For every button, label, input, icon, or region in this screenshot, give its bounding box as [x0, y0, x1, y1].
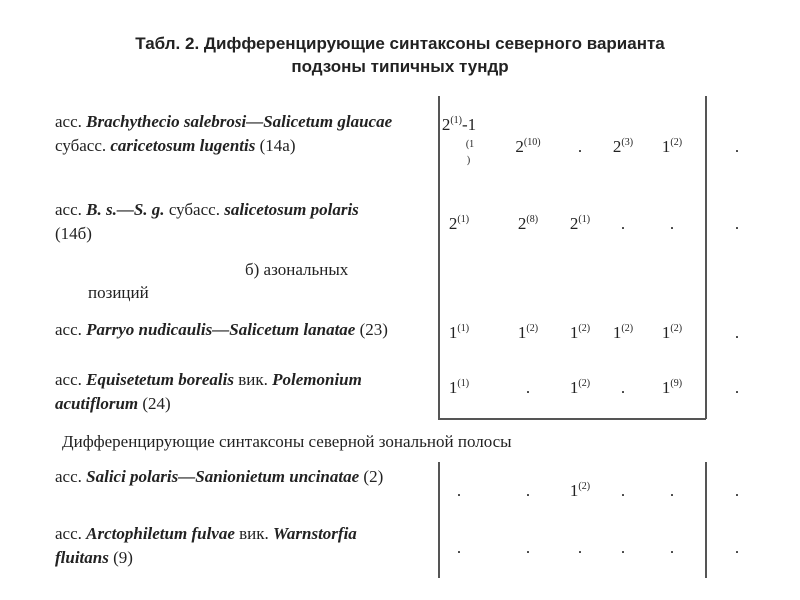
- cell-value: .: [577, 137, 583, 156]
- cell-value: 2: [612, 137, 622, 156]
- cell-value: 1: [661, 378, 671, 397]
- section-azonal-line1: б) азональных: [245, 260, 349, 279]
- cell-superscript: (3): [621, 137, 634, 148]
- cell-value: .: [734, 137, 740, 156]
- syntaxon-name: B. s.—S. g.: [86, 200, 165, 219]
- table-cell: [670, 481, 674, 501]
- row-label: [55, 522, 400, 570]
- cell-superscript-wrapped: (1: [465, 139, 475, 150]
- cell-value: 1: [612, 323, 622, 342]
- cell-value: 1: [661, 137, 671, 156]
- syntaxon-name: caricetosum lugentis: [110, 136, 256, 155]
- table-cell: [570, 481, 590, 501]
- cell-value: .: [734, 214, 740, 233]
- cell-value: 2: [448, 214, 458, 233]
- cell-superscript: (1): [450, 115, 462, 126]
- cell-value: 1: [448, 323, 458, 342]
- table-cell: [457, 481, 461, 501]
- table-title-line1: Табл. 2. Дифференцирующие синтаксоны северного варианта: [135, 34, 665, 53]
- label-text: (14а): [255, 136, 296, 155]
- table-cell: [570, 323, 590, 343]
- label-text: субасс.: [55, 136, 111, 155]
- table-cell: [662, 323, 682, 343]
- row-label: [55, 198, 400, 246]
- cell-value: .: [456, 481, 462, 500]
- cell-superscript: (2): [670, 323, 683, 334]
- cell-superscript: (2): [621, 323, 634, 334]
- cell-value: .: [577, 538, 583, 557]
- syntaxon-name: Equisetetum borealis: [86, 370, 234, 389]
- cell-value-tail: -1: [462, 115, 477, 134]
- cell-value: 1: [569, 378, 579, 397]
- table-cell: [442, 115, 476, 167]
- syntaxon-name: Salici polaris—Sanionietum uncinatae: [86, 467, 360, 486]
- cell-superscript: (2): [578, 378, 591, 389]
- label-text: вик.: [233, 370, 273, 389]
- cell-superscript: (8): [526, 214, 539, 225]
- row-label: [55, 368, 400, 416]
- syntaxon-name: Warnstorfia fluitans: [55, 524, 357, 567]
- cell-superscript: (1): [578, 214, 591, 225]
- section-azonal-line2: позиций: [88, 283, 149, 302]
- box-left-border: [438, 96, 440, 419]
- table-cell: [735, 481, 739, 501]
- row-label: [55, 110, 400, 158]
- table-cell: [518, 214, 538, 234]
- cell-superscript: (2): [526, 323, 539, 334]
- label-text: (24): [138, 394, 171, 413]
- table-cell: [449, 214, 469, 234]
- table-cell: [621, 378, 625, 398]
- box2-left-border: [438, 462, 440, 578]
- table-cell: [515, 137, 540, 157]
- cell-value: 1: [569, 323, 579, 342]
- syntaxon-name: Brachythecio salebrosi—Salicetum glaucae: [86, 112, 393, 131]
- label-text: асс.: [55, 370, 87, 389]
- label-text: асс.: [55, 320, 87, 339]
- cell-superscript: (1): [457, 323, 470, 334]
- label-text: асс.: [55, 112, 87, 131]
- syntaxon-name: Arctophiletum fulvae: [86, 524, 235, 543]
- cell-value: 1: [448, 378, 458, 397]
- row-label: [55, 465, 400, 489]
- cell-value: .: [669, 538, 675, 557]
- section-north-heading: Дифференцирующие синтаксоны северной зональной полосы: [62, 432, 512, 451]
- table-cell: [570, 378, 590, 398]
- table-cell: [518, 323, 538, 343]
- cell-value: .: [669, 214, 675, 233]
- label-text: асс.: [55, 467, 87, 486]
- table-cell: [735, 378, 739, 398]
- cell-value: .: [669, 481, 675, 500]
- table-cell: [578, 137, 582, 157]
- label-text: асс.: [55, 524, 87, 543]
- cell-value: 2: [515, 137, 524, 156]
- cell-value: .: [620, 481, 626, 500]
- cell-value: .: [734, 538, 740, 557]
- cell-value: 2: [441, 115, 451, 134]
- label-text: субасс.: [164, 200, 225, 219]
- cell-superscript: (9): [670, 378, 683, 389]
- cell-value: .: [620, 378, 626, 397]
- table-cell: [670, 214, 674, 234]
- label-text: (2): [359, 467, 384, 486]
- table-cell: [613, 323, 633, 343]
- table-cell: [735, 214, 739, 234]
- cell-superscript: (1): [457, 378, 470, 389]
- cell-value: .: [456, 538, 462, 557]
- table-cell: [735, 538, 739, 558]
- cell-value: .: [620, 214, 626, 233]
- cell-value: .: [734, 378, 740, 397]
- table-cell: [570, 214, 590, 234]
- cell-value: 1: [517, 323, 527, 342]
- table-cell: [735, 323, 739, 343]
- label-text: (23): [355, 320, 388, 339]
- box-right-border: [705, 96, 707, 419]
- box-bottom-border: [438, 418, 706, 420]
- cell-superscript-wrapped-end: ): [466, 155, 471, 166]
- table-cell: [662, 137, 682, 157]
- table-cell: [449, 378, 469, 398]
- cell-value: .: [734, 323, 740, 342]
- cell-superscript: (2): [670, 137, 683, 148]
- row-label: [55, 318, 400, 342]
- syntaxon-name: Polemonium acutiflorum: [55, 370, 362, 413]
- box2-right-border: [705, 462, 707, 578]
- table-cell: [578, 538, 582, 558]
- table-cell: [449, 323, 469, 343]
- table-cell: [662, 378, 682, 398]
- syntaxon-name: salicetosum polaris: [224, 200, 359, 219]
- table-cell: [457, 538, 461, 558]
- table-cell: [670, 538, 674, 558]
- label-text: вик.: [234, 524, 274, 543]
- label-text: (9): [108, 548, 133, 567]
- table-cell: [621, 214, 625, 234]
- cell-superscript: (1): [457, 214, 470, 225]
- cell-value: .: [525, 481, 531, 500]
- cell-value: 2: [569, 214, 579, 233]
- table-cell: [621, 481, 625, 501]
- table-cell: [526, 538, 530, 558]
- label-text: (14б): [55, 224, 92, 243]
- table-cell: [621, 538, 625, 558]
- cell-superscript: (10): [523, 137, 541, 148]
- table-cell: [613, 137, 633, 157]
- syntaxon-name: Parryo nudicaulis—Salicetum lanatae: [86, 320, 356, 339]
- cell-superscript: (2): [578, 323, 591, 334]
- cell-value: .: [525, 378, 531, 397]
- cell-value: 1: [661, 323, 671, 342]
- cell-value: .: [734, 481, 740, 500]
- cell-superscript: (2): [578, 481, 591, 492]
- label-text: асс.: [55, 200, 87, 219]
- table-cell: [526, 481, 530, 501]
- cell-value: 1: [569, 481, 579, 500]
- cell-value: 2: [517, 214, 527, 233]
- table-cell: [526, 378, 530, 398]
- table-title-line2: подзоны типичных тундр: [291, 57, 509, 76]
- cell-value: .: [620, 538, 626, 557]
- table-cell: [735, 137, 739, 157]
- cell-value: .: [525, 538, 531, 557]
